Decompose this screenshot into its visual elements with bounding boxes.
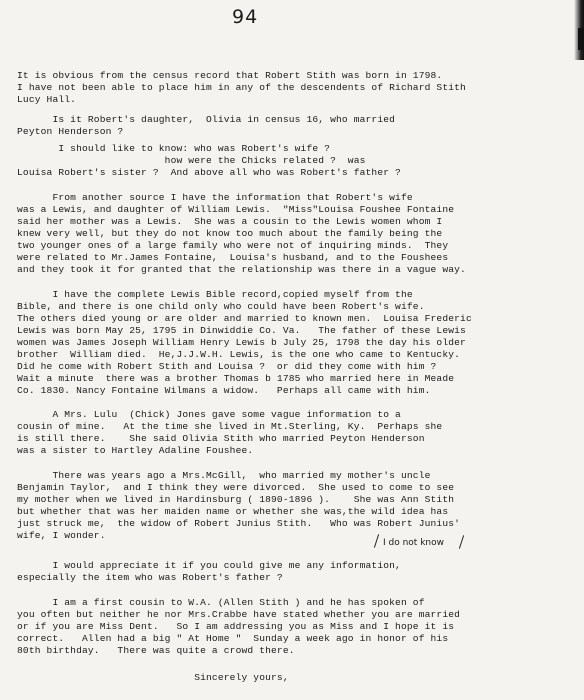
letter-line: wife, I wonder.: [17, 530, 106, 541]
letter-line: was a sister to Hartley Adaline Foushee.: [17, 445, 254, 456]
letter-line: Louisa Robert's sister ? And above all who was Robert's father ?: [17, 167, 401, 178]
letter-line: said her mother was a Lewis. She was a cousin to the Lewis women whom I: [17, 216, 443, 227]
letter-line: I should like to know: who was Robert's wife ?: [17, 143, 331, 154]
letter-line: Is it Robert's daughter, Olivia in census 16, who married: [17, 114, 396, 125]
page-edge-tab: [578, 28, 584, 50]
letter-line: my mother when we lived in Hardinsburg ( 1890-1896 ). She was Ann Stith: [17, 494, 455, 505]
letter-line: and they took it for granted that the relationship was there in a vague way.: [17, 264, 466, 275]
letter-line: Lewis was born May 25, 1795 in Dinwiddie Co. Va. The father of these Lewis: [17, 325, 466, 336]
handwritten-slash-mark: [459, 535, 464, 549]
letter-line: Lucy Hall.: [17, 94, 77, 105]
letter-line: I am a first cousin to W.A. (Allen Stith ) and he has spoken of: [17, 597, 425, 608]
letter-line: Co. 1830. Nancy Fontaine Wilmans a widow. Perhaps all came with him.: [17, 385, 431, 396]
letter-line: From another source I have the information that Robert's wife: [17, 192, 413, 203]
letter-line: I would appreciate it if you could give me any information,: [17, 560, 401, 571]
letter-line: I have not been able to place him in any of the descendents of Richard Stith: [17, 82, 466, 93]
letter-line: It is obvious from the census record that Robert Stith was born in 1798.: [17, 70, 443, 81]
letter-line: knew very well, but they do not know too much about the family being the: [17, 228, 443, 239]
letter-line: women was James Joseph William Henry Lewis b July 25, 1798 the day his older: [17, 337, 466, 348]
letter-line: were related to Mr.James Fontaine, Louisa's husband, and to the Foushees: [17, 252, 449, 263]
letter-line: Peyton Henderson ?: [17, 126, 124, 137]
handwritten-note: I do not know: [383, 538, 444, 548]
letter-line: you often but neither he nor Mrs.Crabbe have stated whether you are married: [17, 609, 461, 620]
letter-line: Benjamin Taylor, and I think they were divorced. She used to come to see: [17, 482, 455, 493]
letter-line: Bible, and there is one child only who could have been Robert's wife.: [17, 301, 425, 312]
letter-line: correct. Allen had a big " At Home " Sunday a week ago in honor of his: [17, 633, 449, 644]
letter-line: two younger ones of a large family who were not of inquiring minds. They: [17, 240, 449, 251]
letter-line: but whether that was her maiden name or whether she was,the wild idea has: [17, 506, 449, 517]
letter-line: Did he come with Robert Stith and Louisa ? or did they come with him ?: [17, 361, 437, 372]
letter-line: how were the Chicks related ? was: [17, 155, 366, 166]
letter-line: I have the complete Lewis Bible record,copied myself from the: [17, 289, 413, 300]
handwritten-slash-mark: [374, 534, 379, 548]
letter-line: cousin of mine. At the time she lived in Mt.Sterling, Ky. Perhaps she: [17, 421, 443, 432]
letter-line: A Mrs. Lulu (Chick) Jones gave some vague information to a: [17, 409, 401, 420]
letter-line: The others died young or are older and married to known men. Louisa Frederic: [17, 313, 472, 324]
letter-line: Wait a minute there was a brother Thomas b 1785 who married here in Meade: [17, 373, 455, 384]
letter-line: or if you are Miss Dent. So I am addressing you as Miss and I hope it is: [17, 621, 455, 632]
letter-line: Sincerely yours,: [17, 672, 289, 683]
letter-line: especially the item who was Robert's father ?: [17, 572, 283, 583]
letter-line: There was years ago a Mrs.McGill, who married my mother's uncle: [17, 470, 431, 481]
letter-line: is still there. She said Olivia Stith who married Peyton Henderson: [17, 433, 425, 444]
letter-line: 80th birthday. There was quite a crowd there.: [17, 645, 295, 656]
letter-line: just struck me, the widow of Robert Junius Stith. Who was Robert Junius': [17, 518, 461, 529]
letter-line: was a Lewis, and daughter of William Lewis. "Miss"Louisa Foushee Fontaine: [17, 204, 455, 215]
page-number: 94: [232, 6, 259, 28]
letter-line: brother William died. He,J.J.W.H. Lewis, is the one who came to Kentucky.: [17, 349, 461, 360]
